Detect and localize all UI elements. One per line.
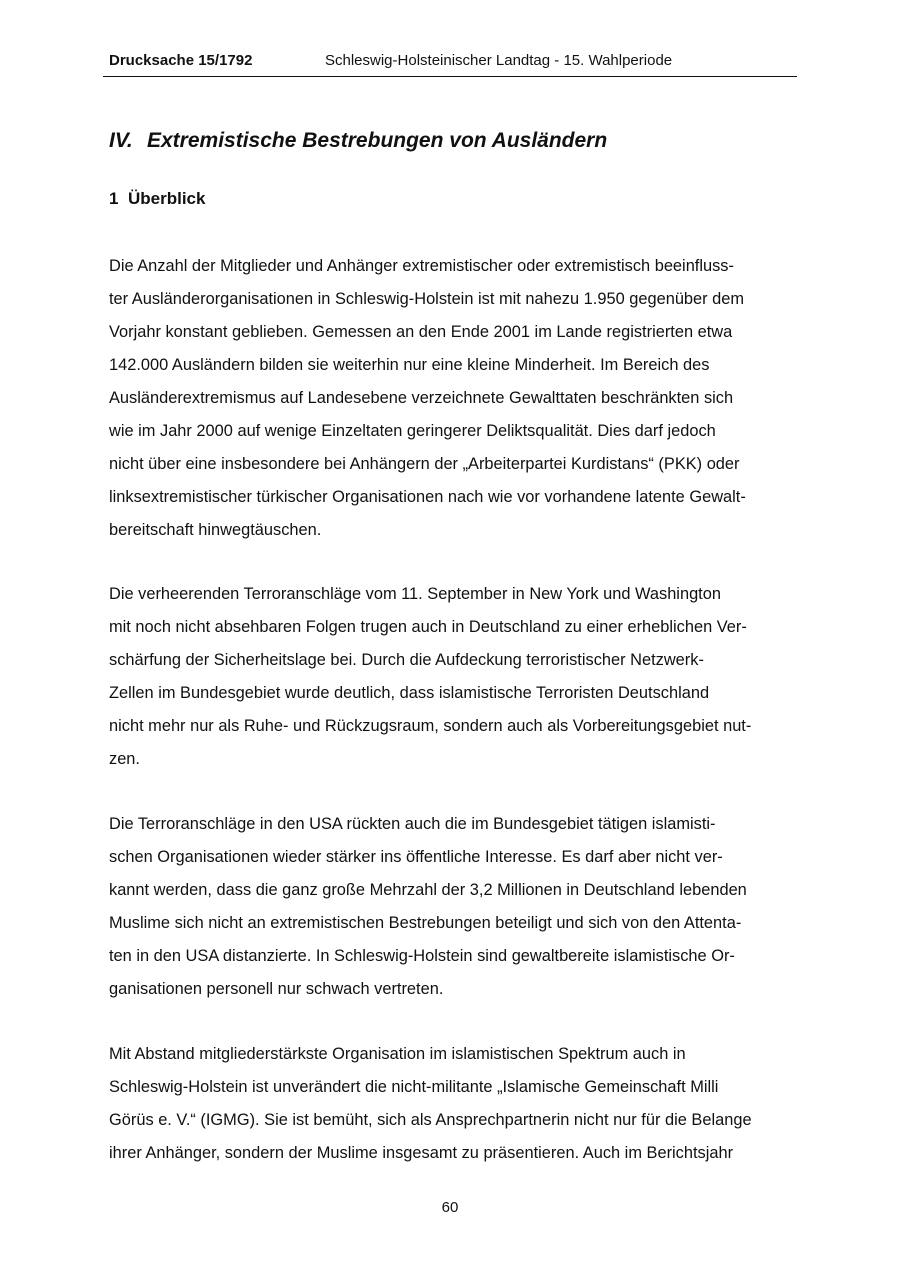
chapter-title-text: Extremistische Bestrebungen von Ausländern — [147, 129, 608, 152]
text-line: linksextremistischer türkischer Organisationen nach wie vor vorhandene latente Gewalt- — [109, 488, 746, 506]
parliament-title: Schleswig-Holsteinischer Landtag - 15. Wahlperiode — [325, 52, 673, 69]
text-line: Die Terroranschläge in den USA rückten auch die im Bundesgebiet tätigen islamisti- — [109, 815, 716, 833]
text-line: kannt werden, dass die ganz große Mehrzahl der 3,2 Millionen in Deutschland lebenden — [109, 881, 747, 899]
text-line: 142.000 Ausländern bilden sie weiterhin nur eine kleine Minderheit. Im Bereich des — [109, 356, 710, 374]
text-line: nicht mehr nur als Ruhe- und Rückzugsraum, sondern auch als Vorbereitungsgebiet nut- — [109, 717, 752, 735]
text-line: zen. — [109, 750, 140, 768]
text-line: Vorjahr konstant geblieben. Gemessen an den Ende 2001 im Lande registrierten etwa — [109, 323, 733, 341]
section-heading — [109, 189, 205, 209]
text-line: ganisationen personell nur schwach vertreten. — [109, 980, 444, 998]
text-line: schen Organisationen wieder stärker ins öffentliche Interesse. Es darf aber nicht ver- — [109, 848, 723, 866]
text-line: mit noch nicht absehbaren Folgen trugen auch in Deutschland zu einer erheblichen Ver- — [109, 618, 747, 636]
text-line: Görüs e. V.“ (IGMG). Sie ist bemüht, sich als Ansprechpartnerin nicht nur für die Belange — [109, 1111, 752, 1129]
chapter-heading — [109, 129, 607, 153]
chapter-number: IV. — [109, 129, 133, 152]
text-line: ten in den USA distanzierte. In Schleswig-Holstein sind gewaltbereite islamistische Or- — [109, 947, 735, 965]
section-number: 1 — [109, 189, 119, 208]
paragraph-4 — [109, 1038, 809, 1170]
text-line: Mit Abstand mitgliederstärkste Organisation im islamistischen Spektrum auch in — [109, 1045, 686, 1063]
section-title-text: Überblick — [128, 189, 206, 208]
text-line: ter Ausländerorganisationen in Schleswig-Holstein ist mit nahezu 1.950 gegenüber dem — [109, 290, 745, 308]
text-line: Die Anzahl der Mitglieder und Anhänger extremistischer oder extremistisch beeinfluss- — [109, 257, 734, 275]
text-line: Die verheerenden Terroranschläge vom 11. September in New York und Washington — [109, 585, 721, 603]
paragraph-2 — [109, 578, 809, 776]
document-number: Drucksache 15/1792 — [109, 52, 253, 69]
text-line: ihrer Anhänger, sondern der Muslime insgesamt zu präsentieren. Auch im Berichtsjahr — [109, 1144, 734, 1162]
text-line: wie im Jahr 2000 auf wenige Einzeltaten geringerer Deliktsqualität. Dies darf jedoch — [109, 422, 716, 440]
text-line: Ausländerextremismus auf Landesebene verzeichnete Gewalttaten beschränkten sich — [109, 389, 734, 407]
text-line: Zellen im Bundesgebiet wurde deutlich, dass islamistische Terroristen Deutschland — [109, 684, 710, 702]
page-number: 60 — [441, 1199, 459, 1216]
text-line: schärfung der Sicherheitslage bei. Durch die Aufdeckung terroristischer Netzwerk- — [109, 651, 704, 669]
page-header — [103, 52, 797, 77]
text-line: nicht über eine insbesondere bei Anhängern der „Arbeiterpartei Kurdistans“ (PKK) oder — [109, 455, 740, 473]
text-line: Schleswig-Holstein ist unverändert die nicht-militante „Islamische Gemeinschaft Milli — [109, 1078, 719, 1096]
text-line: Muslime sich nicht an extremistischen Bestrebungen beteiligt und sich von den Attenta- — [109, 914, 742, 932]
paragraph-1 — [109, 250, 809, 547]
paragraph-3 — [109, 808, 809, 1006]
text-line: bereitschaft hinwegtäuschen. — [109, 521, 322, 539]
